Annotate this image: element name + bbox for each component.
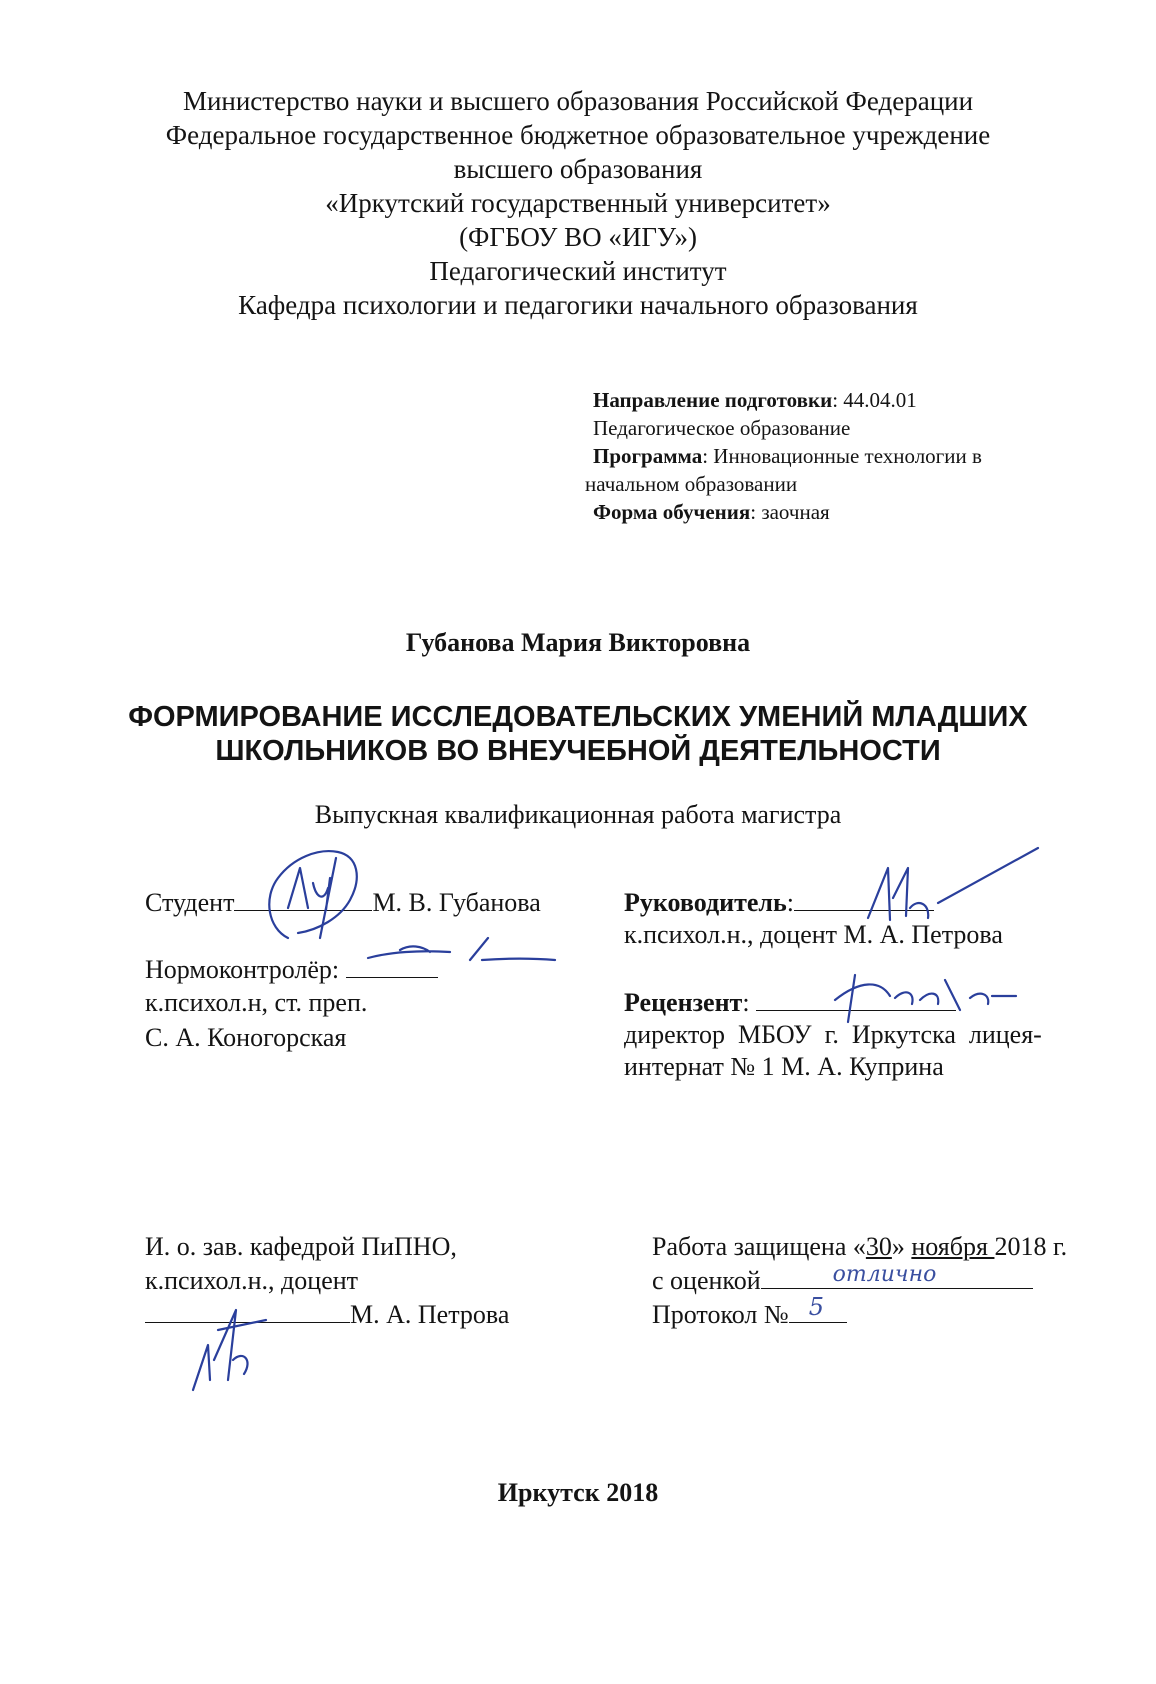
student-name: М. В. Губанова (372, 888, 541, 917)
reviewer-details-1: директор МБОУ г. Иркутска лицея- (624, 1020, 1042, 1049)
program-value-continued: начальном образовании (585, 472, 798, 496)
supervisor-details: к.психол.н., доцент М. А. Петрова (624, 920, 1003, 949)
protocol-label: Протокол № (652, 1300, 789, 1329)
institution-type-line: Федеральное государственное бюджетное образовательное учреждение (165, 120, 991, 150)
defense-date-line (652, 1232, 1067, 1262)
program-label: Программа (593, 444, 703, 468)
direction-value: : 44.04.01 (832, 388, 917, 412)
head-of-department: И. о. зав. кафедрой ПиПНО, (145, 1232, 457, 1261)
normocontrol-label: Нормоконтролёр: (145, 955, 340, 984)
head-name: М. А. Петрова (350, 1300, 510, 1329)
direction-label: Направление подготовки (593, 388, 833, 412)
grade-line (652, 1262, 1033, 1296)
grade-label: с оценкой (652, 1266, 761, 1295)
grade-field (761, 1262, 1033, 1289)
defense-day: 30 (865, 1232, 892, 1261)
university-abbreviation: (ФГБОУ ВО «ИГУ») (459, 222, 697, 252)
supervisor-colon: : (786, 888, 795, 917)
city-and-year: Иркутск 2018 (497, 1478, 659, 1507)
supervisor-signature (848, 838, 1048, 948)
reviewer-details-2: интернат № 1 М. А. Куприна (624, 1052, 944, 1081)
student-label: Студент (145, 888, 235, 917)
reviewer-colon: : (742, 988, 750, 1017)
head-degree: к.психол.н., доцент (145, 1266, 359, 1295)
head-signature (178, 1290, 278, 1400)
reviewer-label: Рецензент (624, 988, 743, 1017)
university-name: «Иркутский государственный университет» (325, 188, 831, 218)
defense-month: ноября (911, 1232, 995, 1261)
study-form-label: Форма обучения (593, 500, 751, 524)
normocontrol-position: к.психол.н, ст. преп. (145, 988, 368, 1017)
direction-name: Педагогическое образование (593, 416, 851, 440)
defense-year: 2018 г. (994, 1232, 1068, 1261)
department-name: Кафедра психологии и педагогики начального образования (238, 290, 918, 320)
normocontrol-signature (360, 930, 560, 970)
program-value: : Инновационные технологии в (702, 444, 982, 468)
work-type: Выпускная квалификационная работа магистра (314, 800, 842, 829)
study-form-value: : заочная (750, 500, 830, 524)
supervisor-label: Руководитель (624, 888, 787, 917)
author-name: Губанова Мария Викторовна (405, 628, 751, 657)
grade-handwritten: отлично (832, 1262, 937, 1287)
ministry-line: Министерство науки и высшего образования Российской Федерации (182, 86, 974, 116)
thesis-title (0, 700, 1156, 768)
protocol-number: 5 (808, 1293, 824, 1321)
defense-mid: » (891, 1232, 912, 1261)
thesis-title-line-1: ФОРМИРОВАНИЕ ИССЛЕДОВАТЕЛЬСКИХ УМЕНИЙ МЛАДШИХ (128, 701, 1028, 733)
institution-header (0, 84, 1156, 322)
protocol-field (789, 1293, 847, 1323)
defense-prefix: Работа защищена « (652, 1232, 866, 1261)
education-level-line: высшего образования (453, 154, 703, 184)
institute-name: Педагогический институт (429, 256, 727, 286)
protocol-line (652, 1293, 847, 1330)
normocontrol-name: С. А. Коногорская (145, 1023, 347, 1052)
thesis-title-line-2: ШКОЛЬНИКОВ ВО ВНЕУЧЕБНОЙ ДЕЯТЕЛЬНОСТИ (215, 735, 941, 767)
reviewer-signature (820, 960, 1020, 1030)
program-info (585, 386, 982, 526)
